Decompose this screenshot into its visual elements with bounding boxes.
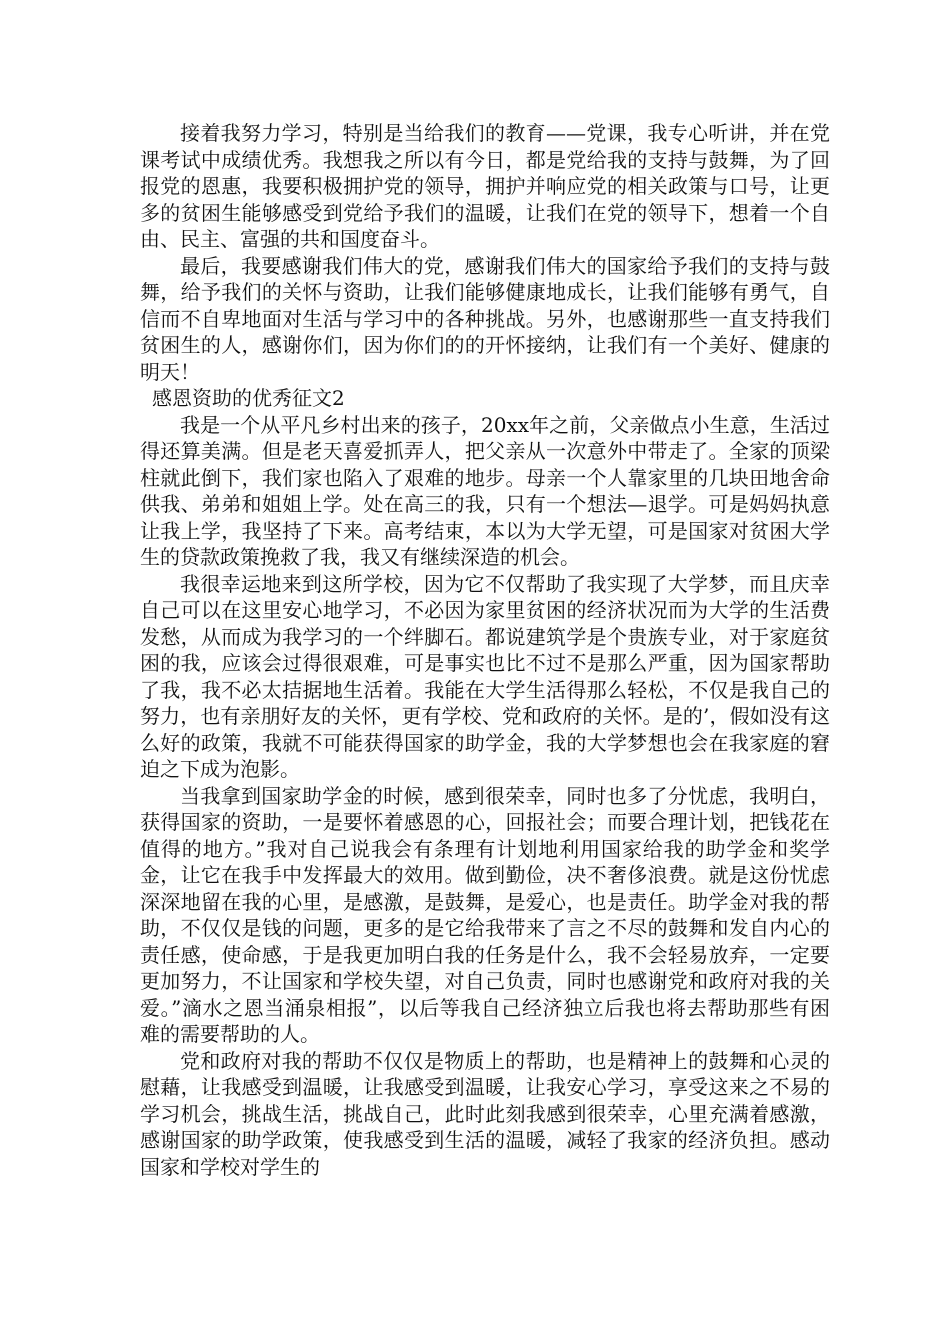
- essay-heading: 感恩资助的优秀征文2: [152, 386, 345, 410]
- paragraph-party-course: 接着我努力学习，特别是当给我们的教育——党课，我专心听讲，并在党课考试中成绩优秀。我想我之所以有今日，都是党给我的支持与鼓舞，为了回报党的恩惠，我要积极拥护党的领导，拥护并响应党的相关政策与口号，让更多的贫困生能够感受到党给予我们的温暖，让我们在党的领导下，想着一个自由、民主、富强的共和国度奋斗。: [140, 121, 830, 251]
- paragraph-gratitude-closing: 最后，我要感谢我们伟大的党，感谢我们伟大的国家给予我们的支持与鼓舞，给予我们的关怀与资助，让我们能够健康地成长，让我们能够有勇气，自信而不自卑地面对生活与学习中的各种挑战。另外，也感谢那些一直支持我们贫困生的人，感谢你们，因为你们的的开怀接纳，让我们有一个美好、健康的明天！: [140, 253, 830, 384]
- paragraph-family-background: 我是一个从平凡乡村出来的孩子，20xx年之前，父亲做点小生意，生活过得还算美满。但是老天喜爱抓弄人，把父亲从一次意外中带走了。全家的顶梁柱就此倒下，我们家也陷入了艰难的地步。母亲一个人靠家里的几块田地舍命供我、弟弟和姐姐上学。处在高三的我，只有一个想法—退学。可是妈妈执意让我上学，我坚持了下来。高考结束，本以为大学无望，可是国家对贫困大学生的贷款政策挽救了我，我又有继续深造的机会。: [140, 412, 830, 569]
- document-page: [140, 120, 830, 1180]
- paragraph-university-life: 我很幸运地来到这所学校，因为它不仅帮助了我实现了大学梦，而且庆幸自己可以在这里安心地学习，不必因为家里贫困的经济状况而为大学的生活费发愁，从而成为我学习的一个绊脚石。都说建筑学是个贵族专业，对于家庭贫困的我，应该会过得很艰难，可是事实也比不过不是那么严重，因为国家帮助了我，我不必太拮据地生活着。我能在大学生活得那么轻松，不仅是我自己的努力，也有亲朋好友的关怀，更有学校、党和政府的关怀。是的’，假如没有这么好的政策，我就不可能获得国家的助学金，我的大学梦想也会在我家庭的窘迫之下成为泡影。: [140, 571, 830, 781]
- paragraph-grant-responsibility: 当我拿到国家助学金的时候，感到很荣幸，同时也多了分忧虑，我明白，获得国家的资助，一是要怀着感恩的心，回报社会；而要合理计划，把钱花在值得的地方。”我对自己说我会有条理有计划地利用国家给我的助学金和奖学金，让它在我手中发挥最大的效用。做到勤俭，决不奢侈浪费。就是这份忧虑深深地留在我的心里，是感激，是鼓舞，是爱心，也是责任。助学金对我的帮助，不仅仅是钱的问题，更多的是它给我带来了言之不尽的鼓舞和发自内心的责任感，使命感，于是我更加明白我的任务是什么，我不会轻易放弃，一定要更加努力，不让国家和学校失望，对自己负责，同时也感谢党和政府对我的关爱。”滴水之恩当涌泉相报”，以后等我自己经济独立后我也将去帮助那些有困难的需要帮助的人。: [140, 783, 830, 1046]
- paragraph-spiritual-support: 党和政府对我的帮助不仅仅是物质上的帮助，也是精神上的鼓舞和心灵的慰藉，让我感受到温暖，让我感受到温暖，让我安心学习，享受这来之不易的学习机会，挑战生活，挑战自己，此时此刻我感到很荣幸，心里充满着感激，感谢国家的助学政策，使我感受到生活的温暖，减轻了我家的经济负担。感动国家和学校对学生的: [140, 1048, 830, 1179]
